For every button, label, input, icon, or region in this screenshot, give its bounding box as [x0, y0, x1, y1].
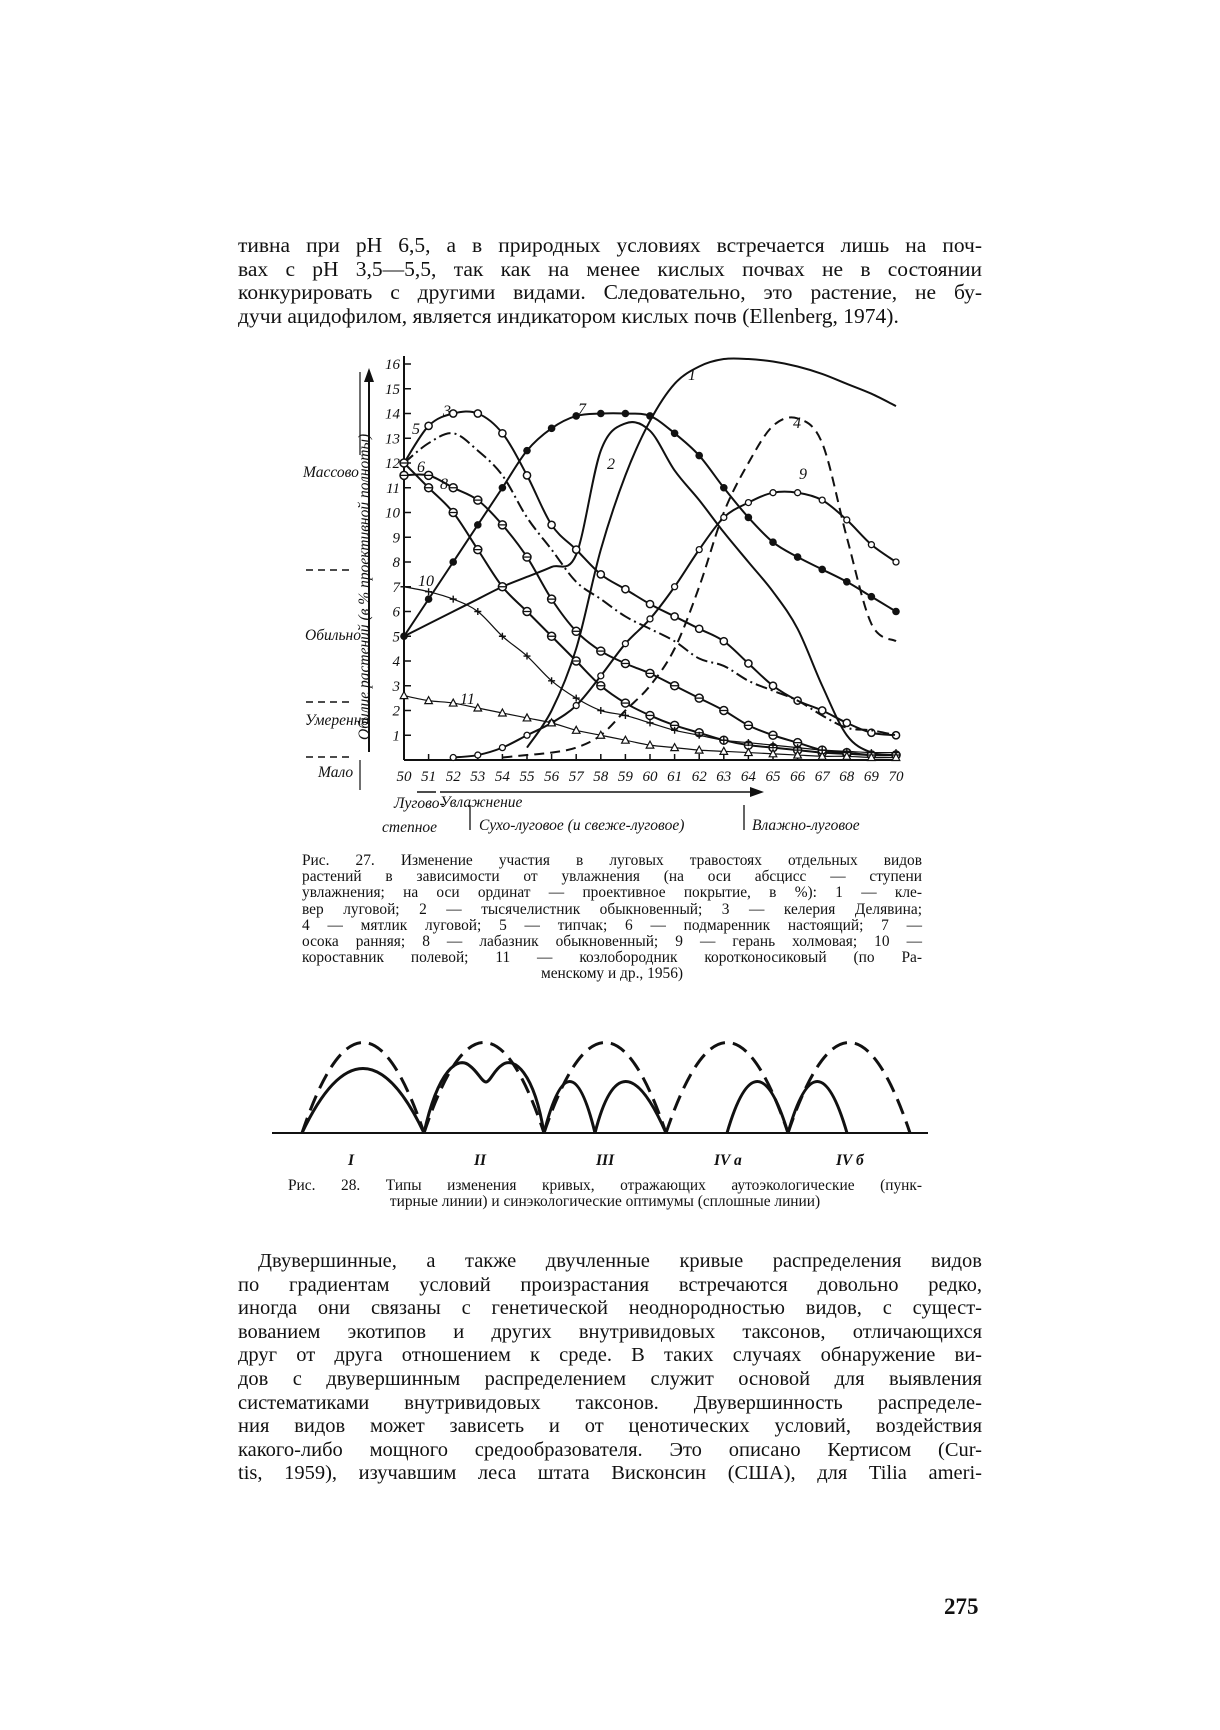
top-paragraph-line: конкурировать с другими видами. Следовательно, это растение, не бу- — [238, 281, 982, 305]
figure-27-series — [400, 358, 900, 760]
data-point — [868, 593, 876, 601]
data-point — [868, 542, 874, 548]
data-point — [769, 682, 776, 689]
data-point — [597, 707, 604, 714]
top-paragraph-line: дучи ацидофилом, является индикатором кислых почв (Ellenberg, 1974). — [238, 304, 899, 328]
data-point — [647, 719, 654, 726]
type-ii-curves — [424, 1043, 544, 1134]
y-tick-label: 12 — [385, 456, 400, 472]
data-point — [573, 546, 580, 553]
data-point — [843, 719, 850, 726]
bottom-paragraph-line: ния видов может зависеть и от ценотических условий, воздействия — [238, 1415, 982, 1438]
data-point — [499, 430, 506, 437]
y-tick-label: 4 — [392, 654, 400, 670]
caption-line: вер луговой; 2 — тысячелистник обыкновенный; 3 — келерия Делявина; — [302, 900, 922, 918]
y-tick-label: 11 — [386, 480, 400, 497]
y-tick-label: 8 — [392, 555, 400, 571]
zone-label-sukholugovoe: Сухо-луговое (и свеже-луговое) — [479, 817, 685, 834]
data-point — [794, 553, 802, 561]
x-tick-label: 55 — [519, 769, 535, 785]
y-tick-label: 9 — [392, 530, 400, 547]
curve-label-9: 9 — [799, 466, 807, 483]
series-line — [453, 492, 896, 758]
x-tick-label: 60 — [642, 769, 658, 785]
data-point — [720, 638, 727, 645]
x-tick-label: 65 — [765, 769, 781, 785]
data-point — [499, 745, 505, 751]
data-point — [695, 452, 703, 460]
data-point — [672, 584, 678, 590]
data-point — [843, 578, 851, 586]
data-point — [646, 600, 653, 607]
top-paragraph-line: вах с pH 3,5—5,5, так как на менее кислых почвах не в состоянии — [238, 257, 982, 281]
data-point — [745, 660, 752, 667]
data-point — [647, 616, 653, 622]
x-tick-label: 56 — [544, 769, 560, 785]
data-point — [598, 673, 604, 679]
caption-line: 4 — мятлик луговой; 5 — типчак; 6 — подмаренник настоящий; 7 — — [302, 916, 922, 934]
curve-label-7: 7 — [578, 401, 586, 418]
series-line — [502, 417, 896, 757]
data-point — [597, 410, 605, 418]
y-tick-label: 14 — [385, 406, 400, 423]
caption-line: Рис. 27. Изменение участия в луговых травостоях отдельных видов — [302, 852, 922, 869]
type-label-ii: II — [474, 1152, 487, 1169]
abundance-label-obilno: Обильно — [305, 627, 361, 644]
caption-line: менскому и др., 1956) — [540, 965, 684, 983]
data-point — [474, 521, 482, 529]
data-point — [400, 632, 408, 640]
curve-label-10: 10 — [418, 573, 434, 590]
x-tick-label: 66 — [790, 769, 806, 785]
caption-line: Рис. 28. Типы изменения кривых, отражающих аутоэкологические (пунк- — [288, 1177, 922, 1194]
type-ivb-curves — [788, 1043, 910, 1134]
data-point — [474, 410, 481, 417]
x-tick-label: 54 — [494, 769, 510, 785]
data-point — [622, 410, 630, 418]
data-point — [450, 755, 456, 761]
moisture-arrow-label: Увлажнение — [440, 794, 523, 811]
curve-label-6: 6 — [417, 459, 425, 476]
y-tick-label: 13 — [385, 431, 400, 448]
abundance-label-malo: Мало — [318, 764, 354, 781]
type-iva-curves — [666, 1043, 788, 1134]
abundance-label-umerenno: Умеренно — [305, 712, 370, 729]
x-tick-label: 57 — [568, 769, 584, 785]
zone-label-vlazhnolugovoe: Влажно-луговое — [752, 817, 860, 834]
data-point — [646, 412, 654, 420]
page-number: 275 — [944, 1594, 979, 1619]
autecological-curve — [302, 1043, 424, 1134]
curve-label-2: 2 — [607, 456, 615, 473]
data-point — [548, 521, 555, 528]
data-point — [893, 559, 899, 565]
data-point — [548, 425, 556, 433]
data-point — [769, 538, 777, 546]
bottom-paragraph-line: иногда они связаны с генетической неоднородностью видов, с сущест- — [238, 1297, 982, 1320]
curve-label-11: 11 — [460, 691, 475, 708]
y-tick-label: 16 — [385, 357, 400, 373]
x-tick-label: 69 — [863, 769, 879, 785]
synecological-curve — [424, 1063, 544, 1133]
data-point — [721, 514, 727, 520]
y-tick-label: 10 — [385, 505, 400, 522]
x-tick-label: 64 — [740, 769, 756, 785]
zone-label-lugovo: Лугово- — [394, 795, 445, 812]
bottom-paragraph-line: Двувершинные, а также двучленные кривые распределения видов — [258, 1250, 982, 1272]
y-axis-title: Обилие растений (в % проективной полноты) — [356, 433, 373, 740]
bottom-paragraph-line: друг от друга отношением к среде. В таких случаях обнаружение ви- — [238, 1344, 982, 1367]
type-i-curves — [302, 1043, 424, 1134]
data-point — [475, 752, 481, 758]
zone-label-stepnoe: степное — [382, 819, 438, 836]
series-line — [404, 433, 896, 735]
x-tick-label: 50 — [396, 769, 412, 785]
data-point — [892, 608, 900, 616]
type-label-ivb: IV б — [836, 1152, 864, 1169]
caption-line: увлажнения; на оси ординат — проективное покрытие, в %): 1 — кле- — [302, 884, 922, 902]
data-point — [524, 732, 530, 738]
data-point — [770, 490, 776, 496]
y-tick-label: 1 — [392, 728, 400, 745]
data-point — [868, 729, 875, 736]
series-5 — [404, 433, 896, 735]
figure-28-diagram — [272, 1043, 928, 1170]
x-tick-label: 68 — [839, 769, 855, 785]
type-label-iii: III — [596, 1152, 615, 1169]
top-paragraph-line: тивна при pH 6,5, а в природных условиях встречается лишь на поч- — [238, 234, 982, 257]
data-point — [449, 558, 457, 566]
data-point — [597, 571, 604, 578]
data-point — [573, 695, 580, 702]
data-point — [523, 447, 531, 455]
y-tick-label: 6 — [392, 604, 400, 621]
data-point — [745, 514, 753, 522]
synecological-curve — [302, 1069, 424, 1134]
bottom-paragraph-line: по градиентам условий произрастания встречаются довольно редко, — [238, 1273, 982, 1296]
x-tick-label: 63 — [716, 769, 732, 785]
bottom-paragraph-line: tis, 1959), изучавшим леса штата Висконсин (США), для Tilia ameri- — [238, 1462, 982, 1485]
figure-27-axes — [302, 356, 898, 836]
curve-label-3: 3 — [443, 403, 451, 420]
figure-27-caption — [302, 853, 922, 983]
bottom-paragraph — [238, 1250, 982, 1486]
bottom-paragraph-line: какого-либо мощного средообразователя. Это описано Кертисом (Cur- — [238, 1438, 982, 1461]
x-tick-label: 52 — [445, 769, 461, 785]
x-tick-label: 61 — [667, 769, 683, 785]
arrow-head-icon — [750, 787, 764, 797]
bottom-paragraph-line: дов с двувершинным распределением служит основой для выявления — [238, 1367, 982, 1390]
x-tick-label: 67 — [814, 769, 830, 785]
bottom-paragraph-line: систематиками внутривидовых таксонов. Двувершинность распределе- — [238, 1391, 982, 1414]
data-point — [819, 497, 825, 503]
synecological-curve — [727, 1082, 788, 1134]
figure-28-caption — [288, 1178, 922, 1210]
caption-line: тирные линии) и синэкологические оптимумы (сплошные линии) — [389, 1193, 821, 1211]
data-point — [622, 586, 629, 593]
data-point — [720, 484, 728, 492]
data-point — [696, 547, 702, 553]
data-point — [573, 703, 579, 709]
data-point — [745, 500, 751, 506]
y-tick-label: 15 — [385, 381, 400, 398]
data-point — [425, 595, 433, 603]
data-point — [795, 490, 801, 496]
arrow-head-icon — [364, 368, 374, 382]
abundance-label-massovo: Массово — [303, 464, 359, 481]
autecological-curve — [424, 1043, 544, 1134]
y-tick-label: 3 — [392, 678, 400, 695]
type-label-i: I — [348, 1152, 355, 1169]
data-point — [401, 583, 408, 590]
caption-line: растений в зависимости от увлажнения (на оси абсцисс — ступени — [302, 868, 922, 886]
y-tick-label: 7 — [392, 579, 400, 596]
y-tick-label: 5 — [392, 629, 400, 646]
curve-label-5: 5 — [412, 421, 420, 438]
type-label-iva: IV a — [714, 1152, 742, 1169]
y-tick-label: 2 — [392, 703, 400, 720]
data-point — [696, 625, 703, 632]
x-tick-label: 59 — [617, 769, 633, 785]
type-iii-curves — [544, 1043, 666, 1134]
data-point — [818, 566, 826, 574]
data-point — [400, 692, 408, 699]
data-point — [844, 517, 850, 523]
curve-label-8: 8 — [440, 476, 448, 493]
data-point — [425, 422, 432, 429]
x-tick-label: 51 — [421, 769, 437, 785]
data-point — [450, 596, 457, 603]
series-4 — [502, 417, 896, 757]
curve-label-4: 4 — [793, 415, 801, 432]
caption-line: короставник полевой; 11 — козлобородник коротконосиковый (по Ра- — [302, 949, 922, 967]
x-tick-label: 58 — [593, 769, 609, 785]
x-tick-label: 62 — [691, 769, 707, 785]
data-point — [671, 430, 679, 438]
caption-line: осока ранняя; 8 — лабазник обыкновенный; 9 — герань холмовая; 10 — — [302, 933, 922, 951]
curve-label-1: 1 — [688, 367, 696, 384]
data-point — [671, 613, 678, 620]
data-point — [523, 472, 530, 479]
x-tick-label: 70 — [888, 769, 904, 785]
synecological-curve — [788, 1082, 847, 1134]
x-tick-label: 53 — [470, 769, 486, 785]
data-point — [499, 484, 507, 492]
data-point — [622, 641, 628, 647]
bottom-paragraph-line: вованием экотипов и других внутривидовых таксонов, отличающихся — [238, 1320, 982, 1343]
